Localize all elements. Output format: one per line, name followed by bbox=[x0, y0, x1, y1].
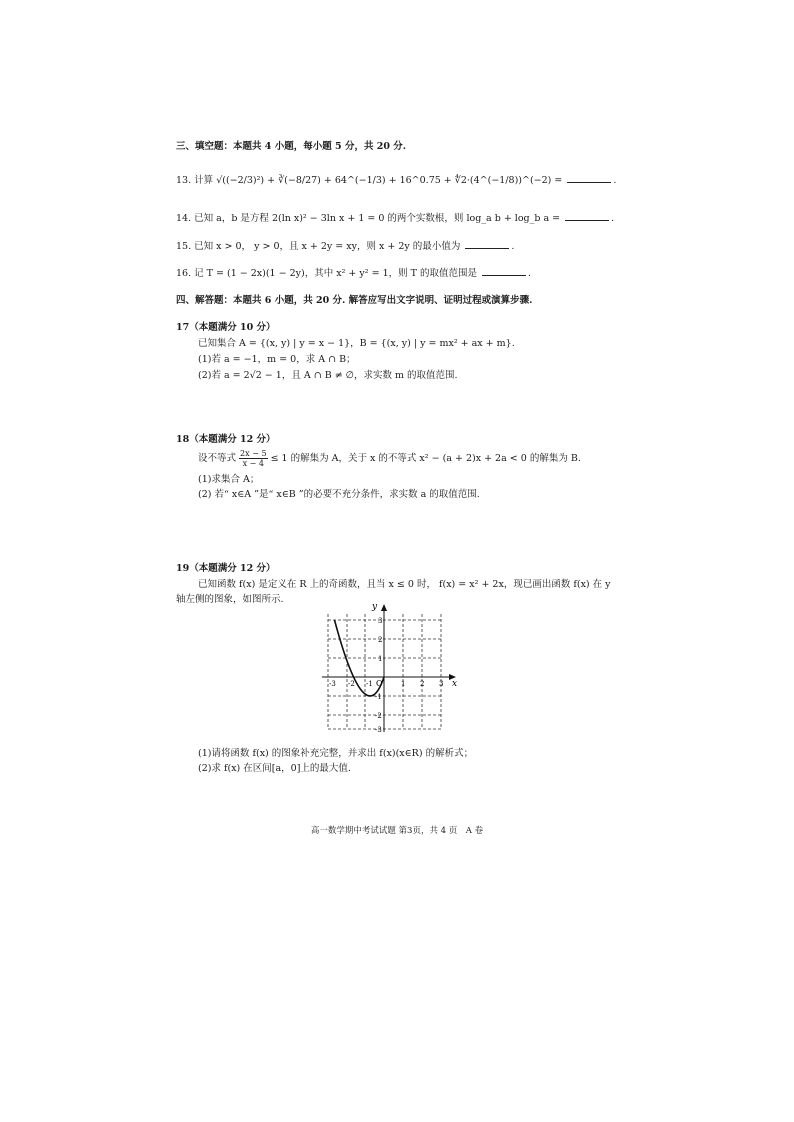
q14-number: 14. bbox=[176, 213, 192, 224]
q13-prefix: 计算 bbox=[194, 175, 214, 186]
q16-text: 记 T = (1 − 2x)(1 − 2y)，其中 x² + y² = 1，则 T 的取值范围是 bbox=[194, 268, 478, 279]
q19-line-1: 已知函数 f(x) 是定义在 R 上的奇函数，且当 x ≤ 0 时， f(x) = x² + 2x，现已画出函数 f(x) 在 y bbox=[198, 579, 611, 590]
origin-label: O bbox=[376, 679, 383, 688]
q17-line-3: (2)若 a = 2√2 − 1，且 A ∩ B ≠ ∅，求实数 m 的取值范围. bbox=[198, 370, 458, 381]
x-tick-label: 2 bbox=[420, 680, 425, 688]
q18-post: ≤ 1 的解集为 A，关于 x 的不等式 x² − (a + 2)x + 2a < 0 的解集为 B. bbox=[270, 453, 581, 464]
q18-fraction bbox=[239, 449, 267, 468]
page-footer: 高一数学期中考试试题 第3页，共 4 页 A 卷 bbox=[310, 826, 484, 836]
y-tick-label: 1 bbox=[378, 655, 383, 663]
x-tick-label: 1 bbox=[401, 680, 406, 688]
q18-heading: 18（本题满分 12 分） bbox=[176, 434, 276, 445]
question-14 bbox=[176, 210, 614, 226]
x-axis-label: x bbox=[452, 679, 458, 689]
q15-tail: . bbox=[511, 241, 515, 252]
q13-number: 13. bbox=[176, 175, 192, 186]
q16-tail: . bbox=[528, 268, 532, 279]
q15-answer-blank bbox=[465, 238, 509, 249]
y-axis-arrow bbox=[381, 604, 387, 611]
q15-number: 15. bbox=[176, 241, 192, 252]
x-tick-label: -2 bbox=[348, 680, 355, 688]
y-axis-label: y bbox=[372, 602, 378, 612]
q19-heading: 19（本题满分 12 分） bbox=[176, 563, 276, 574]
q18-line-3: (2) 若“ x∈A ”是“ x∈B ”的必要不充分条件，求实数 a 的取值范围. bbox=[198, 489, 480, 500]
y-tick-label: -1 bbox=[375, 693, 382, 701]
section-4-title: 四、解答题：本题共 6 小题，共 20 分. 解答应写出文字说明、证明过程或演算步骤. bbox=[176, 295, 533, 306]
y-tick-label: 3 bbox=[378, 617, 383, 625]
q19-line-4: (2)求 f(x) 在区间[a，0]上的最大值. bbox=[198, 763, 351, 774]
q17-line-2: (1)若 a = −1，m = 0，求 A ∩ B； bbox=[198, 354, 356, 365]
q14-text: 已知 a，b 是方程 2(ln x)² − 3ln x + 1 = 0 的两个实数根，则 log_a b + log_b a = bbox=[194, 213, 561, 224]
q18-fraction-numerator: 2x − 5 bbox=[240, 449, 267, 458]
y-tick-label: -3 bbox=[375, 726, 382, 734]
q18-fraction-denominator: x − 4 bbox=[242, 459, 264, 468]
q16-number: 16. bbox=[176, 268, 192, 279]
q18-line-1 bbox=[198, 448, 581, 470]
x-tick-label: -1 bbox=[366, 680, 373, 688]
q14-tail: . bbox=[611, 213, 615, 224]
q18-pre: 设不等式 bbox=[198, 453, 237, 464]
question-16 bbox=[176, 265, 531, 281]
q13-formula: √((−2/3)²) + ∛(−8/27) + 64^(−1/3) + 16^0.75 + ∜2·(4^(−1/8))^(−2) = bbox=[216, 175, 563, 186]
q15-text: 已知 x > 0， y > 0，且 x + 2y = xy，则 x + 2y 的最小值为 bbox=[194, 241, 461, 252]
function-graph bbox=[318, 600, 466, 734]
question-13 bbox=[176, 172, 616, 188]
q19-line-2: 轴左侧的图象，如图所示. bbox=[176, 594, 284, 605]
question-15 bbox=[176, 238, 514, 254]
y-tick-label: 2 bbox=[378, 636, 383, 644]
q16-answer-blank bbox=[482, 265, 526, 276]
x-tick-label: -3 bbox=[329, 680, 336, 688]
q13-answer-blank bbox=[567, 172, 611, 183]
q17-heading: 17（本题满分 10 分） bbox=[176, 322, 276, 333]
y-tick-label: -2 bbox=[375, 712, 382, 720]
q13-tail: . bbox=[613, 175, 617, 186]
section-3-title: 三、填空题：本题共 4 小题，每小题 5 分，共 20 分. bbox=[176, 141, 407, 152]
x-tick-label: 3 bbox=[439, 680, 444, 688]
q17-line-1: 已知集合 A = {(x, y) | y = x − 1}，B = {(x, y) | y = mx² + ax + m}. bbox=[198, 338, 515, 349]
q18-line-2: (1)求集合 A； bbox=[198, 474, 260, 485]
q14-answer-blank bbox=[565, 210, 609, 221]
q19-line-3: (1)请将函数 f(x) 的图象补充完整，并求出 f(x)(x∈R) 的解析式； bbox=[198, 748, 474, 759]
